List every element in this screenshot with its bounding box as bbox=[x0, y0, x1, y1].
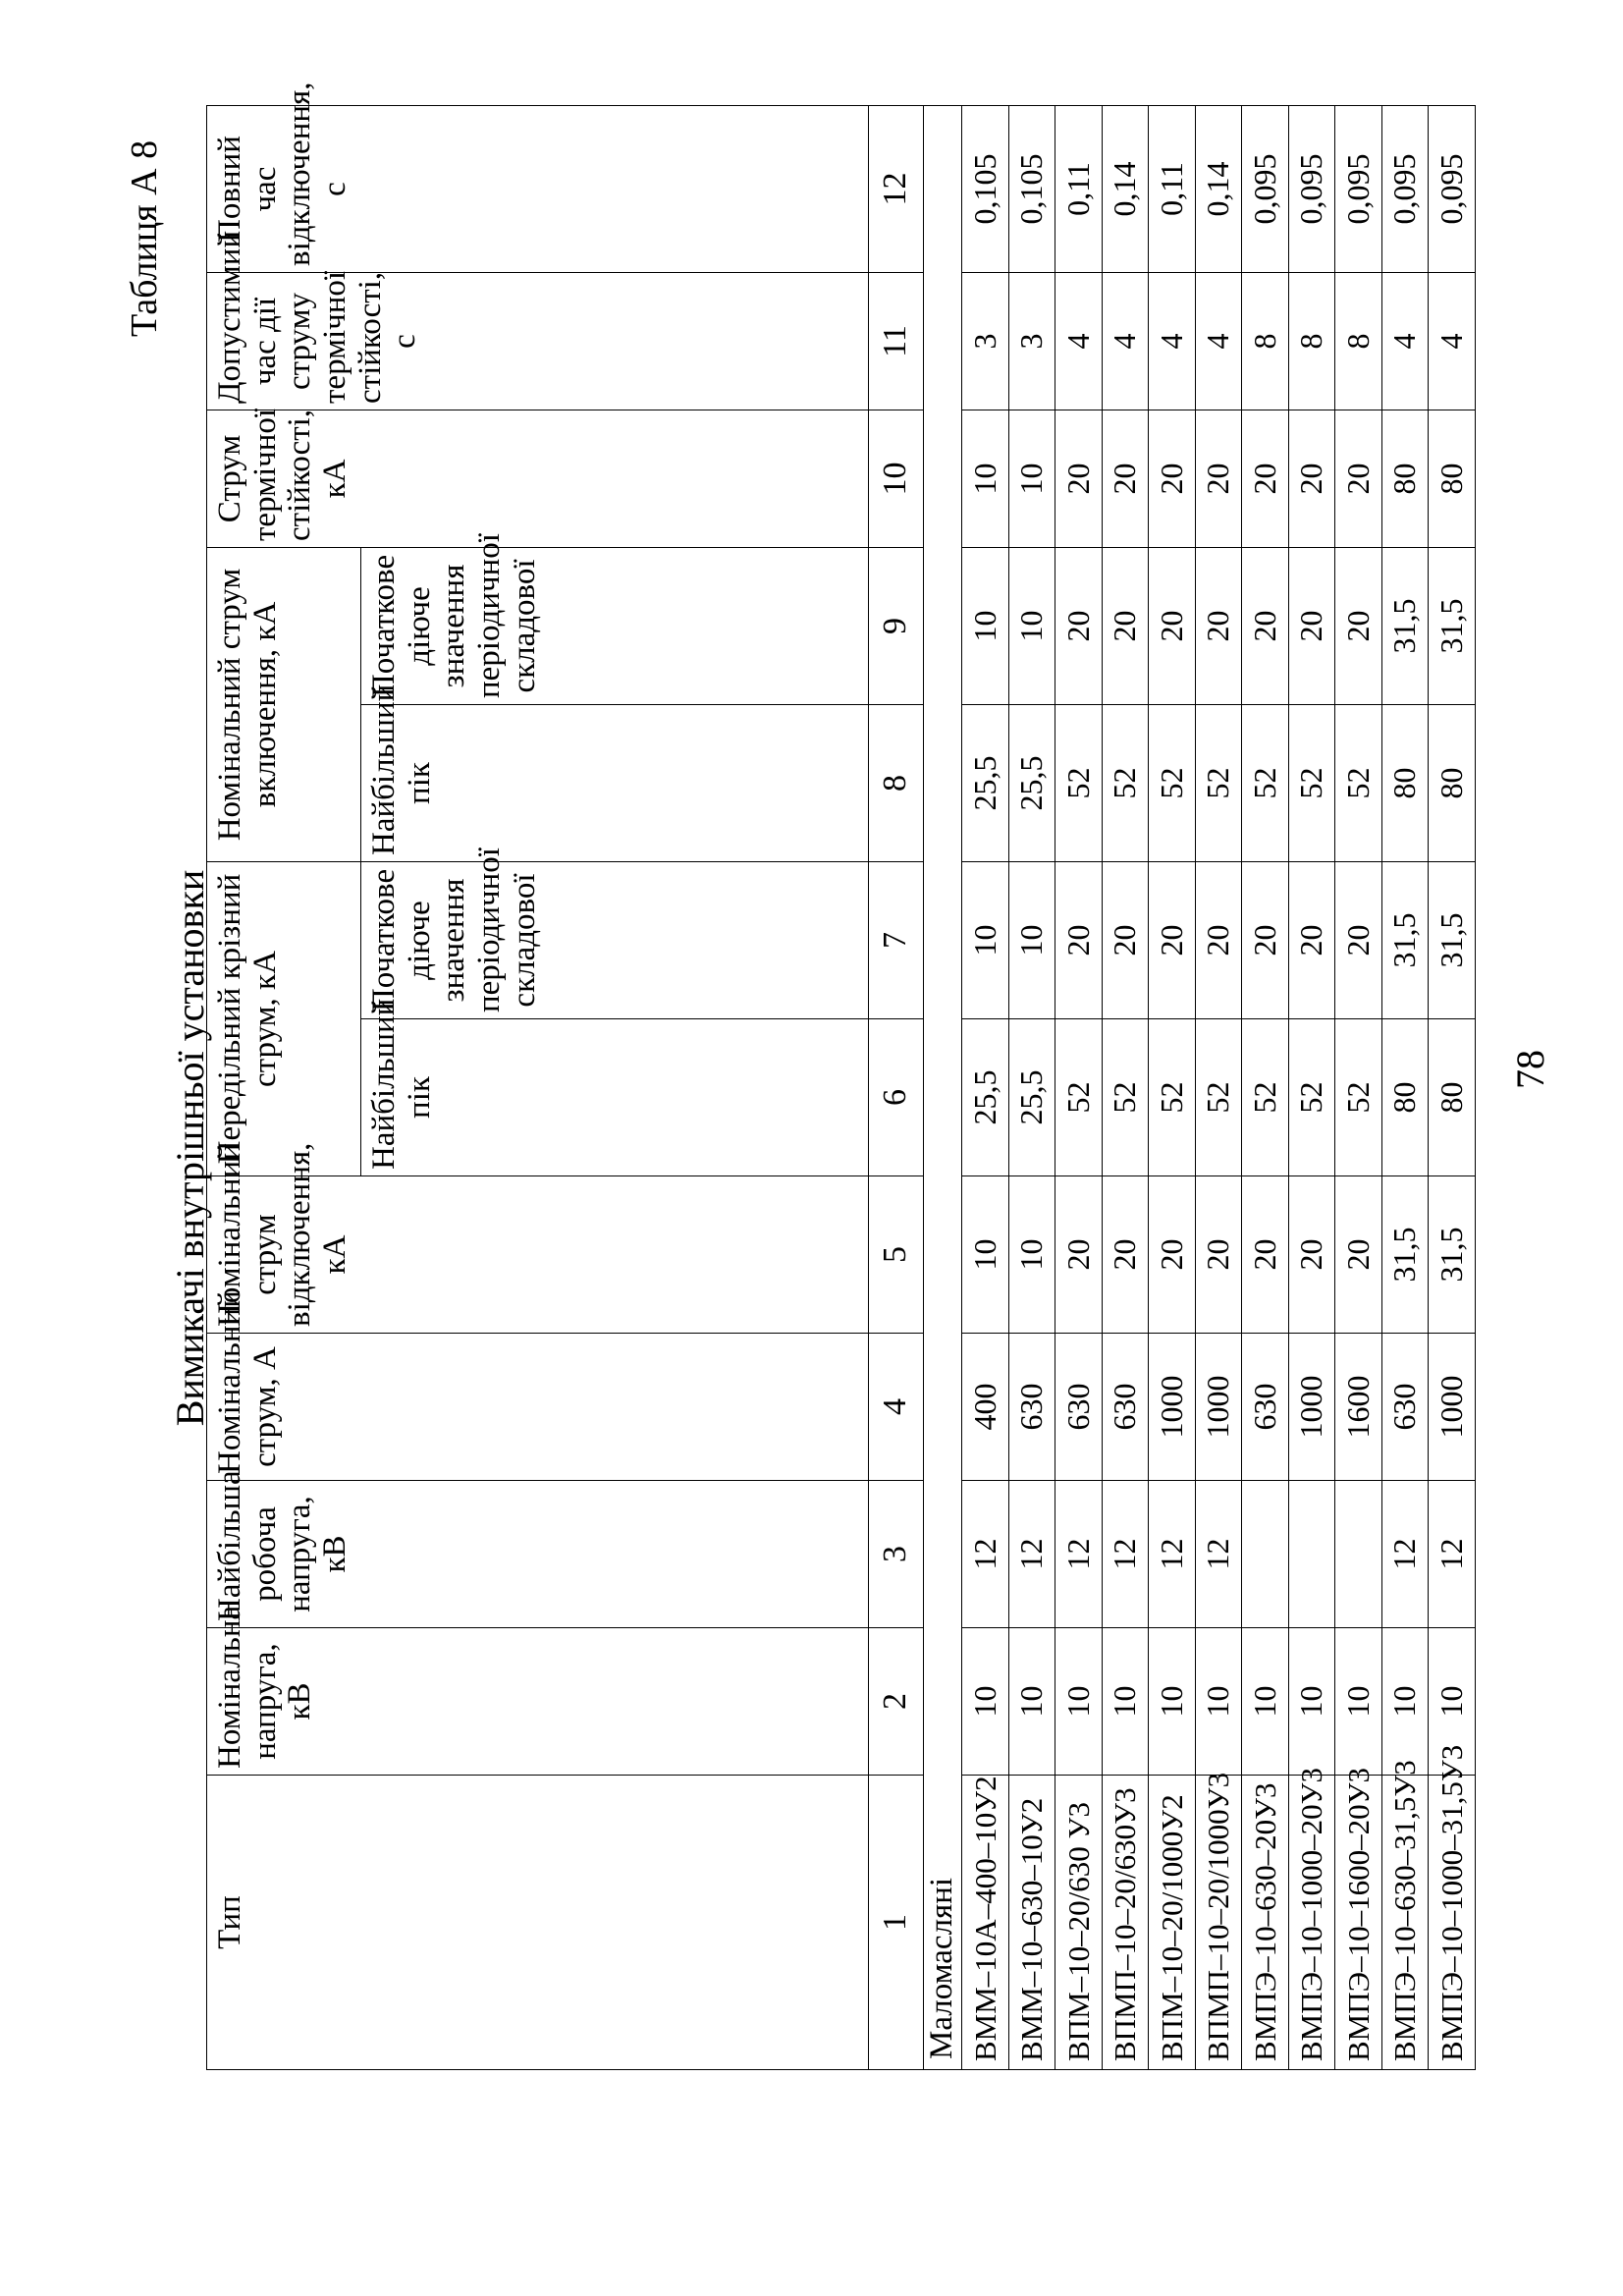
value-cell: 20 bbox=[1149, 547, 1196, 704]
header-nominal-current: Номінальний струм, А bbox=[207, 1334, 869, 1481]
value-cell: 20 bbox=[1102, 862, 1149, 1019]
type-cell: ВММ–10А–400–10У2 bbox=[962, 1776, 1009, 2070]
column-number-cell: 11 bbox=[869, 272, 924, 410]
value-cell: 12 bbox=[1102, 1481, 1149, 1628]
table-row bbox=[1429, 105, 1476, 2069]
header-nominal-voltage: Номінальна напруга, кВ bbox=[207, 1628, 869, 1776]
value-cell: 80 bbox=[1429, 1019, 1476, 1176]
value-cell: 1000 bbox=[1149, 1334, 1196, 1481]
table-row bbox=[1242, 105, 1289, 2069]
header-breaking-current: Номінальний струм відключення, кА bbox=[207, 1176, 869, 1334]
type-cell: ВПМП–10–20/1000У3 bbox=[1195, 1776, 1242, 2070]
value-cell: 0,095 bbox=[1335, 105, 1382, 272]
value-cell: 10 bbox=[1008, 547, 1055, 704]
table-row bbox=[1381, 105, 1429, 2069]
value-cell: 10 bbox=[1102, 1628, 1149, 1776]
value-cell: 80 bbox=[1381, 705, 1429, 862]
value-cell: 52 bbox=[1195, 1019, 1242, 1176]
type-cell: ВММ–10–630–10У2 bbox=[1008, 1776, 1055, 2070]
value-cell: 12 bbox=[1381, 1481, 1429, 1628]
value-cell: 3 bbox=[1008, 272, 1055, 410]
value-cell: 20 bbox=[1335, 862, 1382, 1019]
value-cell: 20 bbox=[1335, 1176, 1382, 1334]
value-cell: 10 bbox=[1008, 1176, 1055, 1334]
switches-table bbox=[206, 82, 1476, 2070]
value-cell: 10 bbox=[1008, 862, 1055, 1019]
value-cell: 20 bbox=[1055, 1176, 1103, 1334]
column-number-cell: 6 bbox=[869, 1019, 924, 1176]
column-number-cell: 12 bbox=[869, 105, 924, 272]
header-initial-through: Початкове діюче значення періодичної складової bbox=[361, 862, 869, 1019]
header-initial-making: Початкове діюче значення періодичної складової bbox=[361, 547, 869, 704]
value-cell: 20 bbox=[1195, 547, 1242, 704]
value-cell: 52 bbox=[1242, 705, 1289, 862]
value-cell: 31,5 bbox=[1429, 547, 1476, 704]
value-cell: 20 bbox=[1335, 547, 1382, 704]
value-cell bbox=[1242, 1481, 1289, 1628]
value-cell: 10 bbox=[1055, 1628, 1103, 1776]
type-cell: ВМПЭ–10–630–20У3 bbox=[1242, 1776, 1289, 2070]
value-cell: 20 bbox=[1149, 410, 1196, 547]
value-cell: 20 bbox=[1288, 410, 1335, 547]
value-cell: 20 bbox=[1242, 1176, 1289, 1334]
value-cell: 20 bbox=[1195, 410, 1242, 547]
data-rows bbox=[962, 105, 1476, 2069]
value-cell: 630 bbox=[1381, 1334, 1429, 1481]
value-cell: 52 bbox=[1149, 705, 1196, 862]
column-number-cell: 9 bbox=[869, 547, 924, 704]
column-number-cell: 3 bbox=[869, 1481, 924, 1628]
value-cell: 20 bbox=[1242, 862, 1289, 1019]
value-cell bbox=[1288, 1481, 1335, 1628]
value-cell: 20 bbox=[1102, 410, 1149, 547]
column-number-cell: 1 bbox=[869, 1776, 924, 2070]
value-cell: 31,5 bbox=[1381, 1176, 1429, 1334]
value-cell: 10 bbox=[1381, 1628, 1429, 1776]
column-number-cell: 7 bbox=[869, 862, 924, 1019]
value-cell: 80 bbox=[1429, 410, 1476, 547]
value-cell: 20 bbox=[1149, 1176, 1196, 1334]
value-cell: 3 bbox=[962, 272, 1009, 410]
value-cell bbox=[1335, 1481, 1382, 1628]
table-number: Таблиця А 8 bbox=[124, 139, 165, 337]
value-cell: 400 bbox=[962, 1334, 1009, 1481]
value-cell: 20 bbox=[1288, 862, 1335, 1019]
value-cell: 4 bbox=[1381, 272, 1429, 410]
table-row bbox=[1195, 105, 1242, 2069]
header-thermal-time: Допустимий час дії струму термічної стійкості, с bbox=[207, 272, 869, 410]
table-row bbox=[1055, 105, 1103, 2069]
table-row bbox=[962, 105, 1009, 2069]
type-cell: ВПМ–10–20/1000У2 bbox=[1149, 1776, 1196, 2070]
value-cell: 10 bbox=[962, 862, 1009, 1019]
value-cell: 10 bbox=[962, 410, 1009, 547]
header-type: Тип bbox=[207, 1776, 869, 2070]
value-cell: 52 bbox=[1242, 1019, 1289, 1176]
value-cell: 31,5 bbox=[1429, 862, 1476, 1019]
value-cell: 0,105 bbox=[1008, 105, 1055, 272]
table-row bbox=[1102, 105, 1149, 2069]
value-cell: 52 bbox=[1055, 705, 1103, 862]
value-cell: 31,5 bbox=[1381, 547, 1429, 704]
value-cell: 10 bbox=[1008, 1628, 1055, 1776]
value-cell: 10 bbox=[1195, 1628, 1242, 1776]
column-number-cell: 4 bbox=[869, 1334, 924, 1481]
value-cell: 0,11 bbox=[1055, 105, 1103, 272]
value-cell: 630 bbox=[1055, 1334, 1103, 1481]
value-cell: 12 bbox=[1008, 1481, 1055, 1628]
type-cell: ВПМ–10–20/630 У3 bbox=[1055, 1776, 1103, 2070]
value-cell: 20 bbox=[1288, 1176, 1335, 1334]
type-cell: ВПМП–10–20/630У3 bbox=[1102, 1776, 1149, 2070]
value-cell: 0,095 bbox=[1288, 105, 1335, 272]
value-cell: 0,095 bbox=[1242, 105, 1289, 272]
value-cell: 12 bbox=[1055, 1481, 1103, 1628]
value-cell: 52 bbox=[1149, 1019, 1196, 1176]
value-cell: 630 bbox=[1008, 1334, 1055, 1481]
column-number-cell: 8 bbox=[869, 705, 924, 862]
value-cell: 80 bbox=[1381, 1019, 1429, 1176]
value-cell: 20 bbox=[1242, 410, 1289, 547]
value-cell: 20 bbox=[1102, 547, 1149, 704]
value-cell: 52 bbox=[1288, 705, 1335, 862]
value-cell: 0,095 bbox=[1429, 105, 1476, 272]
value-cell: 0,095 bbox=[1381, 105, 1429, 272]
value-cell: 8 bbox=[1242, 272, 1289, 410]
value-cell: 52 bbox=[1055, 1019, 1103, 1176]
value-cell: 630 bbox=[1242, 1334, 1289, 1481]
value-cell: 10 bbox=[1288, 1628, 1335, 1776]
header-group-making-current: Номінальний струм включення, кА bbox=[207, 547, 361, 861]
column-number-cell: 10 bbox=[869, 410, 924, 547]
header-peak-making: Найбільший пік bbox=[361, 705, 869, 862]
value-cell: 52 bbox=[1102, 1019, 1149, 1176]
value-cell: 8 bbox=[1288, 272, 1335, 410]
column-numbers-row bbox=[869, 105, 924, 2069]
value-cell: 80 bbox=[1429, 705, 1476, 862]
value-cell: 12 bbox=[1195, 1481, 1242, 1628]
value-cell: 1600 bbox=[1335, 1334, 1382, 1481]
type-cell: ВМПЭ–10–1000–20У3 bbox=[1288, 1776, 1335, 2070]
value-cell: 20 bbox=[1288, 547, 1335, 704]
value-cell: 4 bbox=[1149, 272, 1196, 410]
value-cell: 52 bbox=[1335, 1019, 1382, 1176]
value-cell: 52 bbox=[1195, 705, 1242, 862]
table-row bbox=[1335, 105, 1382, 2069]
value-cell: 10 bbox=[962, 1628, 1009, 1776]
value-cell: 10 bbox=[962, 547, 1009, 704]
column-number-cell: 2 bbox=[869, 1628, 924, 1776]
value-cell: 25,5 bbox=[1008, 705, 1055, 862]
value-cell: 1000 bbox=[1288, 1334, 1335, 1481]
value-cell: 20 bbox=[1335, 410, 1382, 547]
value-cell: 52 bbox=[1288, 1019, 1335, 1176]
value-cell: 12 bbox=[962, 1481, 1009, 1628]
value-cell: 1000 bbox=[1429, 1334, 1476, 1481]
header-max-voltage: Найбільша робоча напруга, кВ bbox=[207, 1481, 869, 1628]
value-cell: 10 bbox=[1008, 410, 1055, 547]
table-row bbox=[1008, 105, 1055, 2069]
column-number-cell: 5 bbox=[869, 1176, 924, 1334]
value-cell: 20 bbox=[1195, 1176, 1242, 1334]
section-label: Маломасляні bbox=[924, 105, 962, 2069]
value-cell: 4 bbox=[1102, 272, 1149, 410]
value-cell: 0,14 bbox=[1195, 105, 1242, 272]
table-title: Вимикачі внутрішньої установки bbox=[168, 869, 212, 1427]
value-cell: 0,105 bbox=[962, 105, 1009, 272]
section-row bbox=[924, 105, 962, 2069]
value-cell: 0,14 bbox=[1102, 105, 1149, 272]
value-cell: 20 bbox=[1195, 862, 1242, 1019]
value-cell: 8 bbox=[1335, 272, 1382, 410]
value-cell: 20 bbox=[1055, 547, 1103, 704]
value-cell: 4 bbox=[1195, 272, 1242, 410]
value-cell: 52 bbox=[1335, 705, 1382, 862]
value-cell: 52 bbox=[1102, 705, 1149, 862]
value-cell: 20 bbox=[1055, 862, 1103, 1019]
value-cell: 12 bbox=[1429, 1481, 1476, 1628]
value-cell: 0,11 bbox=[1149, 105, 1196, 272]
value-cell: 20 bbox=[1242, 547, 1289, 704]
value-cell: 20 bbox=[1055, 410, 1103, 547]
value-cell: 80 bbox=[1381, 410, 1429, 547]
value-cell: 12 bbox=[1149, 1481, 1196, 1628]
value-cell: 20 bbox=[1149, 862, 1196, 1019]
value-cell: 25,5 bbox=[962, 1019, 1009, 1176]
value-cell: 630 bbox=[1102, 1334, 1149, 1481]
header-total-break-time: Повний час відключення, с bbox=[207, 105, 869, 272]
value-cell: 10 bbox=[1335, 1628, 1382, 1776]
value-cell: 20 bbox=[1102, 1176, 1149, 1334]
type-cell: ВМПЭ–10–1000–31,5У3 bbox=[1429, 1776, 1476, 2070]
value-cell: 4 bbox=[1429, 272, 1476, 410]
value-cell: 10 bbox=[1149, 1628, 1196, 1776]
value-cell: 25,5 bbox=[962, 705, 1009, 862]
table-row bbox=[1149, 105, 1196, 2069]
value-cell: 1000 bbox=[1195, 1334, 1242, 1481]
header-peak-through: Найбільший пік bbox=[361, 1019, 869, 1176]
value-cell: 10 bbox=[962, 1176, 1009, 1334]
value-cell: 31,5 bbox=[1429, 1176, 1476, 1334]
value-cell: 10 bbox=[1242, 1628, 1289, 1776]
type-cell: ВМПЭ–10–630–31,5У3 bbox=[1381, 1776, 1429, 2070]
table-row bbox=[1288, 105, 1335, 2069]
value-cell: 10 bbox=[1429, 1628, 1476, 1776]
page-number: 78 bbox=[1508, 1050, 1552, 1089]
header-thermal-current: Струм термічної стійкості, кА bbox=[207, 410, 869, 547]
value-cell: 4 bbox=[1055, 272, 1103, 410]
type-cell: ВМПЭ–10–1600–20У3 bbox=[1335, 1776, 1382, 2070]
value-cell: 31,5 bbox=[1381, 862, 1429, 1019]
value-cell: 25,5 bbox=[1008, 1019, 1055, 1176]
header-group-through-current: Передільний крізний струм, кА bbox=[207, 862, 361, 1176]
